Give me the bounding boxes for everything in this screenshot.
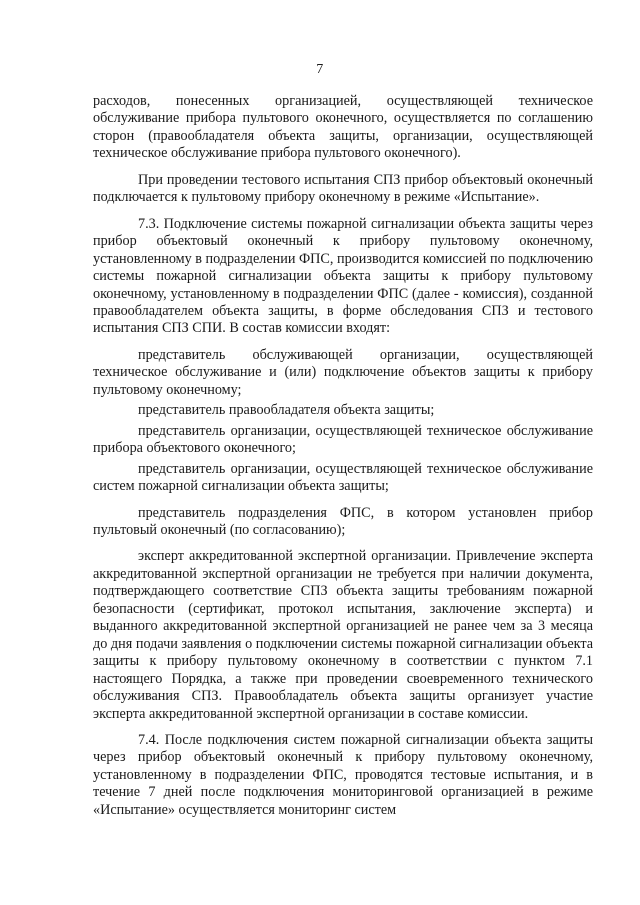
paragraph-7-3: 7.3. Подключение системы пожарной сигнализации объекта защиты через прибор объектовый оконечный к прибору пультовому оконечному, установленному в подразделении ФПС, производится комиссией по подключению системы пожарной сигнализации объекта защиты к прибору пультовому оконечному, установленному в подразделении ФПС (далее - комиссия), созданной правообладателем объекта защиты, в форме обследования СПЗ и тестового испытания СПЗ СПИ. В состав комиссии входят: — [93, 215, 593, 337]
commission-member-device-service: представитель организации, осуществляющей техническое обслуживание прибора объектового оконечного; — [93, 422, 593, 457]
commission-member-owner: представитель правообладателя объекта защиты; — [138, 402, 435, 419]
commission-member-service-org: представитель обслуживающей организации, осуществляющей техническое обслуживание и (или) подключение объектов защиты к прибору пультовому оконечному; — [93, 346, 593, 398]
paragraph-test-mode: При проведении тестового испытания СПЗ прибор объектовый оконечный подключается к пультовому прибору оконечному в режиме «Испытание». — [93, 171, 593, 206]
commission-member-alarm-service: представитель организации, осуществляющей техническое обслуживание систем пожарной сигнализации объекта защиты; — [93, 460, 593, 495]
commission-member-fps: представитель подразделения ФПС, в котором установлен прибор пультовый оконечный (по согласованию); — [93, 504, 593, 538]
page-number: 7 — [316, 62, 324, 77]
commission-member-expert: эксперт аккредитованной экспертной организации. Привлечение эксперта аккредитованной экспертной организации не требуется при наличии документа, подтверждающего соответствие СПЗ объекта защиты требованиям пожарной безопасности (сертификат, протокол испытания, заключение эксперта) и выданного аккредитованной экспертной организацией не ранее чем за 3 месяца до дня подачи заявления о подключении системы пожарной сигнализации объекта защиты к прибору пультовому оконечному в соответствии с пунктом 7.1 настоящего Порядка, а также при проведении своевременного технического обслуживания СПЗ. Правообладатель объекта защиты организует участие эксперта аккредитованной экспертной организации в составе комиссии. — [93, 548, 593, 722]
paragraph-continuation: расходов, понесенных организацией, осуществляющей техническое обслуживание прибора пультового оконечного, осуществляется по соглашению сторон (правообладателя объекта защиты, организации, осуществляющей техническое обслуживание прибора пультового оконечного). — [93, 93, 593, 162]
document-body — [93, 93, 593, 819]
paragraph-7-4: 7.4. После подключения систем пожарной сигнализации объекта защиты через прибор объектовый оконечный к прибору пультовому оконечному, установленному в подразделении ФПС, проводятся тестовые испытания, и в течение 7 дней после подключения мониторинговой организацией в режиме «Испытание» осуществляется мониторинг систем — [93, 731, 593, 818]
